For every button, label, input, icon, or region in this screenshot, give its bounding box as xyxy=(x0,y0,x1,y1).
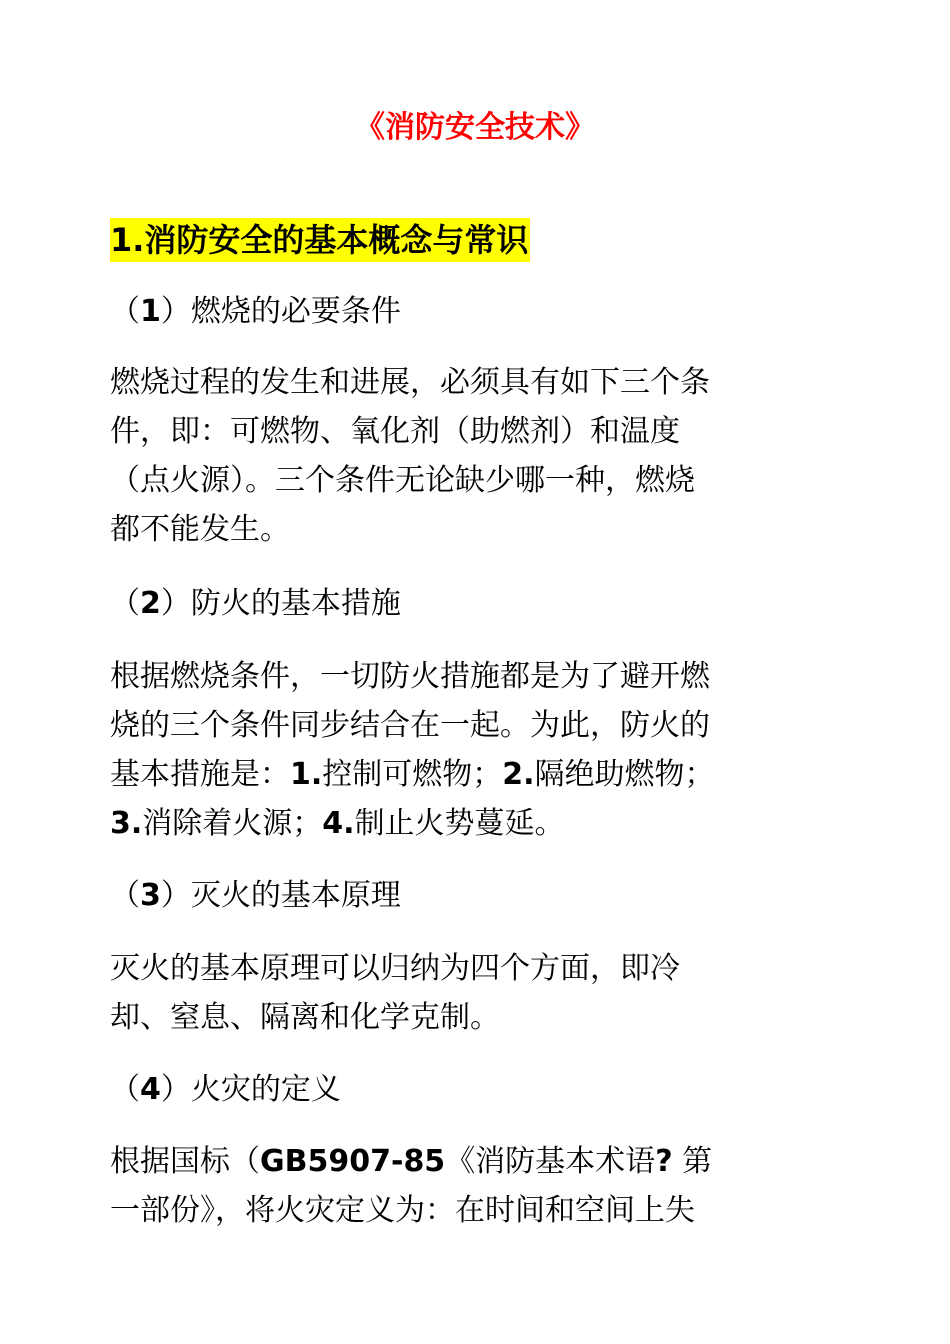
paragraph-4 xyxy=(110,1137,822,1235)
subsection-heading-1: （1）燃烧的必要条件 xyxy=(110,294,401,329)
paragraph-1 xyxy=(110,358,822,554)
subsection-heading-3: （3）灭火的基本原理 xyxy=(110,878,401,913)
document-title: 《消防安全技术》 xyxy=(355,110,595,145)
section-heading: 1.消防安全的基本概念与常识 xyxy=(110,218,530,262)
paragraph-2 xyxy=(110,652,822,848)
paragraph-line: 却、窒息、隔离和化学克制。 xyxy=(110,1000,500,1035)
paragraph-line: 件，即：可燃物、氧化剂（助燃剂）和温度 xyxy=(110,414,680,449)
paragraph-line: 燃烧过程的发生和进展，必须具有如下三个条 xyxy=(110,365,710,400)
paragraph-line: 一部份》，将火灾定义为：在时间和空间上失 xyxy=(110,1193,695,1228)
subsection-heading-4: （4）火灾的定义 xyxy=(110,1072,341,1107)
paragraph-line: 基本措施是：1.控制可燃物；2.隔绝助燃物； xyxy=(110,757,715,792)
paragraph-line: 烧的三个条件同步结合在一起。为此，防火的 xyxy=(110,708,710,743)
paragraph-line: 根据燃烧条件，一切防火措施都是为了避开燃 xyxy=(110,659,710,694)
paragraph-line: 灭火的基本原理可以归纳为四个方面，即冷 xyxy=(110,951,680,986)
paragraph-3 xyxy=(110,944,822,1042)
paragraph-line: （点火源）。三个条件无论缺少哪一种，燃烧 xyxy=(110,463,695,498)
subsection-heading-2: （2）防火的基本措施 xyxy=(110,586,401,621)
paragraph-line: 根据国标（GB5907-85《消防基本术语? 第 xyxy=(110,1144,713,1179)
paragraph-line: 都不能发生。 xyxy=(110,512,290,547)
paragraph-line: 3.消除着火源；4.制止火势蔓延。 xyxy=(110,806,565,841)
